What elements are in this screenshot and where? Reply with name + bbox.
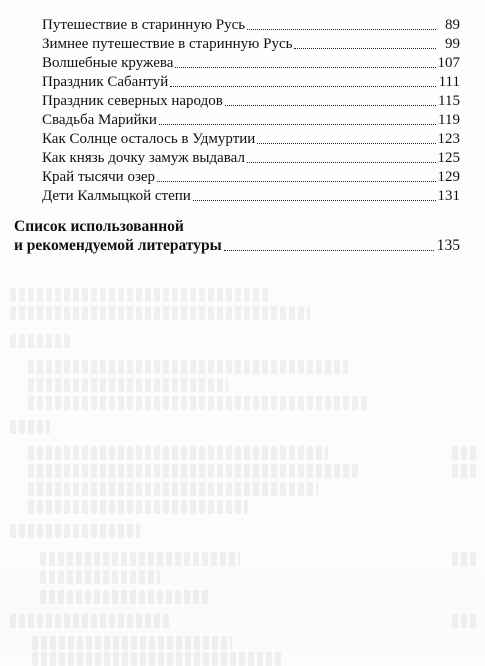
toc-entry-page: 131 bbox=[437, 188, 460, 204]
toc-entry-title: Свадьба Марийки bbox=[42, 112, 157, 128]
toc-entry-title: Праздник Сабантуй bbox=[42, 74, 169, 90]
dot-leader bbox=[247, 29, 436, 30]
toc-entry-page: 99 bbox=[445, 36, 460, 52]
toc-entry-title: Праздник северных народов bbox=[42, 93, 223, 109]
toc-entry-title: Путешествие в старинную Русь bbox=[42, 17, 246, 33]
toc-entry-page: 107 bbox=[437, 55, 460, 71]
toc-entry-title: Край тысячи озер bbox=[42, 169, 156, 185]
toc-entry bbox=[42, 71, 460, 91]
dot-leader bbox=[170, 86, 436, 87]
toc-entry-title: Как князь дочку замуж выдавал bbox=[42, 150, 245, 166]
toc-entry bbox=[42, 90, 460, 110]
toc-entry-page: 129 bbox=[437, 169, 460, 185]
literature-heading-line1: Список использованной bbox=[14, 218, 184, 235]
toc-entry bbox=[42, 128, 460, 148]
toc-entry bbox=[42, 185, 460, 205]
dot-leader bbox=[247, 162, 436, 163]
toc-entry-page: 123 bbox=[437, 131, 460, 147]
toc-entry-page: 125 bbox=[437, 150, 460, 166]
literature-heading-line2: и рекомендуемой литературы bbox=[14, 237, 222, 254]
toc-entry bbox=[42, 109, 460, 129]
toc-entry-page: 89 bbox=[445, 17, 460, 33]
dot-leader bbox=[175, 67, 435, 68]
dot-leader bbox=[157, 181, 435, 182]
toc-entry-title: Как Солнце осталось в Удмуртии bbox=[42, 131, 256, 147]
dot-leader bbox=[193, 200, 436, 201]
toc-entry-page: 111 bbox=[438, 74, 460, 90]
dot-leader bbox=[257, 143, 435, 144]
toc-entry bbox=[42, 166, 460, 186]
toc-entry-title: Дети Калмыцкой степи bbox=[42, 188, 191, 204]
toc-entry-title: Зимнее путешествие в старинную Русь bbox=[42, 36, 293, 52]
toc-entry-page: 119 bbox=[438, 112, 460, 128]
literature-entry bbox=[14, 236, 460, 256]
dot-leader bbox=[294, 48, 436, 49]
dot-leader bbox=[225, 105, 436, 106]
toc-entry bbox=[42, 33, 460, 53]
toc-entry bbox=[42, 14, 460, 34]
dot-leader bbox=[224, 250, 434, 251]
dot-leader bbox=[159, 124, 436, 125]
toc-entry-title: Волшебные кружева bbox=[42, 55, 174, 71]
literature-page: 135 bbox=[436, 237, 460, 254]
toc-entry-page: 115 bbox=[438, 93, 460, 109]
toc-entry bbox=[42, 52, 460, 72]
toc-entry bbox=[42, 147, 460, 167]
